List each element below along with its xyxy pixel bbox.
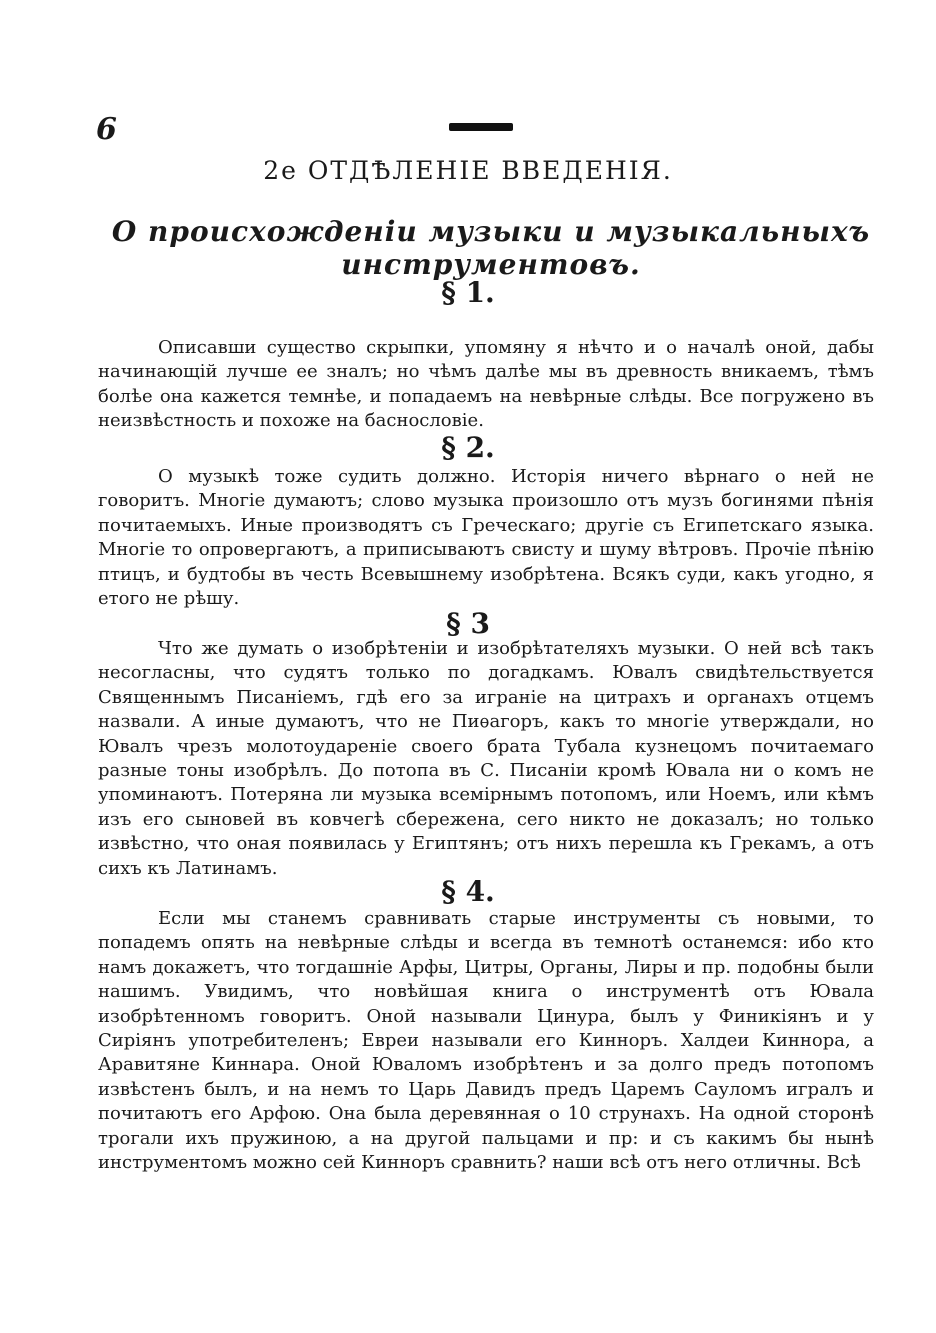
page-number: 6 xyxy=(96,112,117,147)
section-heading: 2е ОТДѢЛЕНIЕ ВВЕДЕНIЯ. xyxy=(263,156,673,185)
paragraph-4: Если мы станемъ сравнивать старые инструменты съ новыми, то попадемъ опять на невѣрные слѣды и всегда въ темнотѣ останемся: ибо кто намъ докажетъ, что тогдашнiе Арфы, Цитры, Органы, Лиры и пр. подобны были нашимъ. Увидимъ, что новѣйшая книга о инструментѣ отъ Ювала изобрѣтенномъ говоритъ. Оной называли Цинура, былъ у Финикiянъ и у Сирiянъ употребителенъ; Евреи называли его Кинноръ. Халдеи Киннора, а Аравитяне Киннара. Оной Юваломъ изобрѣтенъ и за долго предъ потопомъ извѣстенъ былъ, и на немъ то Царь Давидъ предъ Царемъ Сауломъ игралъ и почитаютъ его Арфою. Она была деревянная о 10 струнахъ. На одной сторонѣ трогали ихъ пружиною, а на другой пальцами и пр: и съ какимъ бы нынѣ инструментомъ можно сей Кинноръ сравнить? наши всѣ отъ него отличны. Всѣ xyxy=(98,908,874,1174)
paragraph-3: Что же думать о изобрѣтенiи и изобрѣтателяхъ музыки. О ней всѣ такъ несогласны, что судятъ только по догадкамъ. Ювалъ свидѣтельствуется Священнымъ Писанiемъ, гдѣ его за игранiе на цитрахъ и органахъ отцемъ назвали. А иные думаютъ, что не Пиѳагоръ, какъ то многiе утверждали, но Ювалъ чрезъ молотоударенiе своего брата Тубала кузнецомъ почитаемаго разные тоны изобрѣлъ. До потопа въ С. Писанiи кромѣ Ювала ни о комъ не упоминаютъ. Потеряна ли музыка всемiрнымъ потопомъ, или Ноемъ, или кѣмъ изъ его сыновей въ ковчегѣ сбережена, сего никто не доказалъ; но только извѣстно, что оная появилась у Египтянъ; отъ нихъ перешла къ Грекамъ, а отъ сихъ къ Латинамъ. xyxy=(98,638,874,879)
paragraph-mark-3: § 3 xyxy=(446,607,490,640)
paragraph-mark-1: § 1. xyxy=(441,276,495,309)
subtitle: О происхожденiи музыки и музыкальныхъ инструментовъ. xyxy=(111,215,871,281)
ornament-rule xyxy=(449,123,513,131)
paragraph-mark-2: § 2. xyxy=(441,431,495,464)
paragraph-mark-4: § 4. xyxy=(441,875,495,908)
paragraph-2: О музыкѣ тоже судить должно. Исторiя ничего вѣрнаго о ней не говоритъ. Многiе думаютъ; слово музыка произошло отъ музъ богинями пѣнiя почитаемыхъ. Иные производятъ съ Греческаго; другiе съ Египетскаго языка. Многiе то опровергаютъ, а приписываютъ свисту и шуму вѣтровъ. Прочiе пѣнiю птицъ, и будтобы въ честь Всевышнему изобрѣтена. Всякъ суди, какъ угодно, я етого не рѣшу. xyxy=(98,466,874,610)
paragraph-1: Описавши существо скрыпки, упомяну я нѣчто и о началѣ оной, дабы начинающiй лучше ее зналъ; но чѣмъ далѣе мы въ древность вникаемъ, тѣмъ болѣе она кажется темнѣе, и попадаемъ на невѣрные слѣды. Все погружено въ неизвѣстность и похоже на баснословiе. xyxy=(98,337,874,432)
